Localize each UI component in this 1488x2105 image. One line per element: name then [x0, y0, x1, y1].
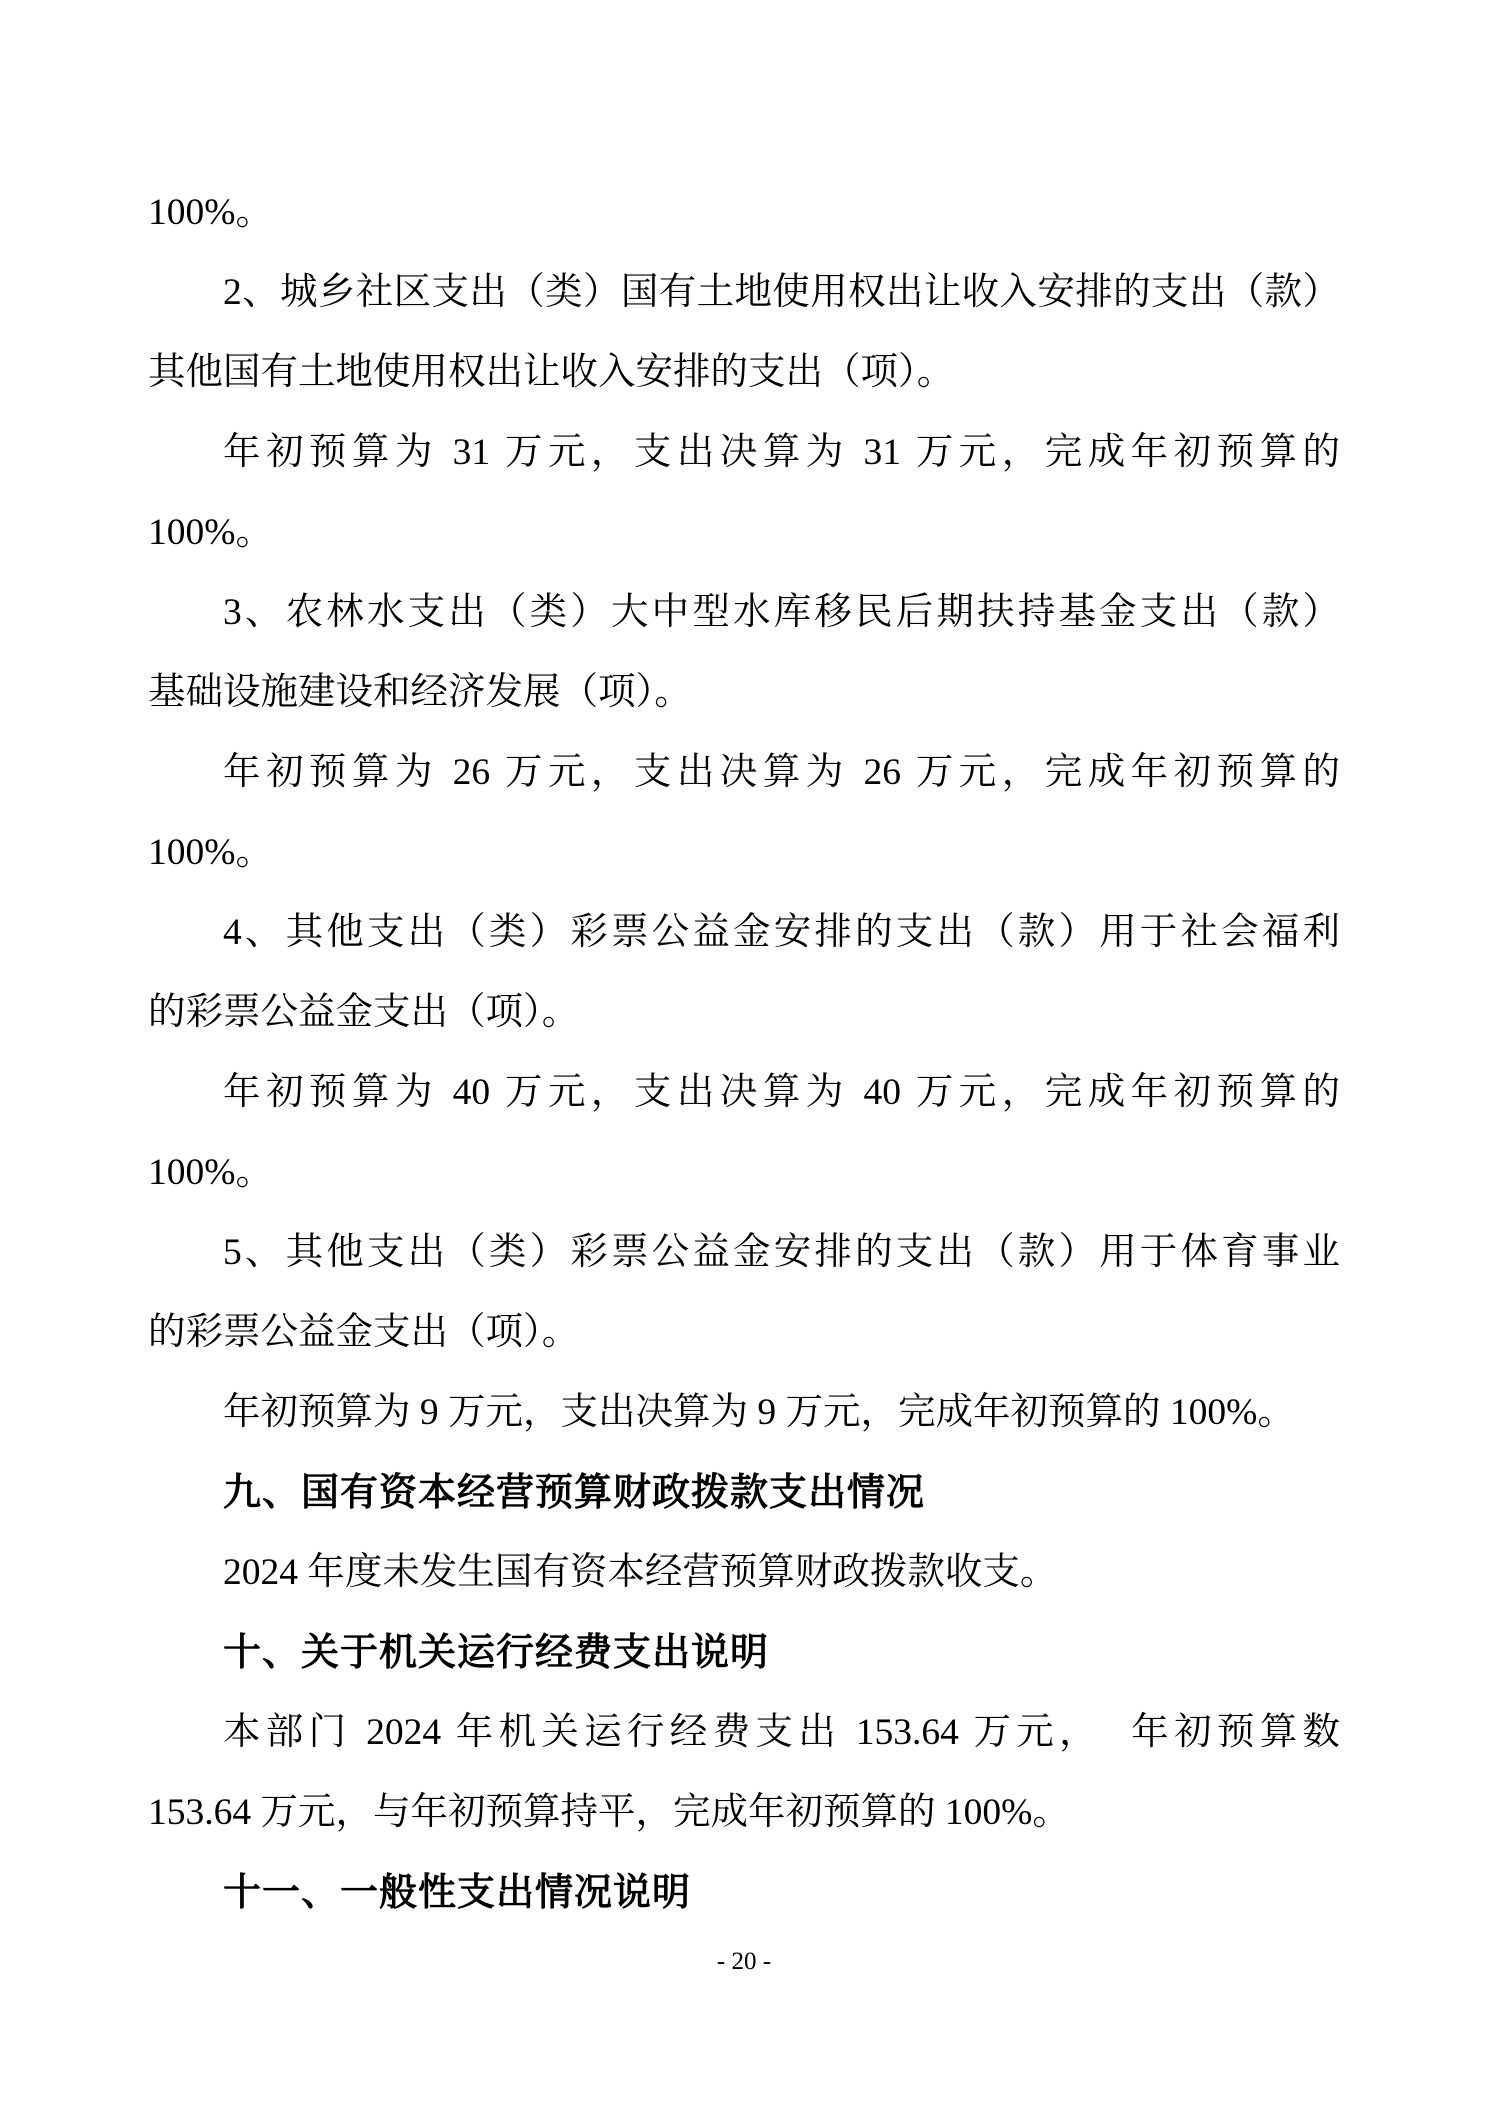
body-line: 5、其他支出（类）彩票公益金安排的支出（款）用于体育事业 [223, 1232, 1340, 1273]
body-line: 100%。 [148, 192, 273, 233]
body-line: 100%。 [148, 512, 273, 553]
body-line: 年初预算为 9 万元，支出决算为 9 万元，完成年初预算的 100%。 [223, 1392, 1295, 1433]
body-line: 本部门 2024 年机关运行经费支出 153.64 万元， 年初预算数 [223, 1712, 1340, 1753]
section-heading-9: 九、国有资本经营预算财政拨款支出情况 [223, 1472, 926, 1514]
body-line: 基础设施建设和经济发展（项）。 [148, 672, 692, 713]
body-line: 年初预算为 26 万元，支出决算为 26 万元，完成年初预算的 [223, 752, 1340, 793]
document-body [148, 173, 1340, 1933]
page-number: - 20 - [716, 1948, 772, 1975]
body-line: 其他国有土地使用权出让收入安排的支出（项）。 [148, 352, 955, 393]
body-line: 2、城乡社区支出（类）国有土地使用权出让收入安排的支出（款） [223, 272, 1340, 313]
body-line: 100%。 [148, 1152, 273, 1193]
body-line: 4、其他支出（类）彩票公益金安排的支出（款）用于社会福利 [223, 912, 1340, 953]
section-heading-11: 十一、一般性支出情况说明 [223, 1872, 692, 1914]
body-line: 2024 年度未发生国有资本经营预算财政拨款收支。 [223, 1552, 1058, 1593]
body-line: 的彩票公益金支出（项）。 [148, 1312, 580, 1353]
body-line: 100%。 [148, 832, 273, 873]
body-line: 年初预算为 31 万元，支出决算为 31 万元，完成年初预算的 [223, 432, 1340, 473]
body-line: 3、农林水支出（类）大中型水库移民后期扶持基金支出（款） [223, 592, 1340, 633]
section-heading-10: 十、关于机关运行经费支出说明 [223, 1632, 770, 1674]
body-line: 的彩票公益金支出（项）。 [148, 992, 580, 1033]
body-line: 153.64 万元，与年初预算持平，完成年初预算的 100%。 [148, 1792, 1070, 1833]
body-line: 年初预算为 40 万元，支出决算为 40 万元，完成年初预算的 [223, 1072, 1340, 1113]
